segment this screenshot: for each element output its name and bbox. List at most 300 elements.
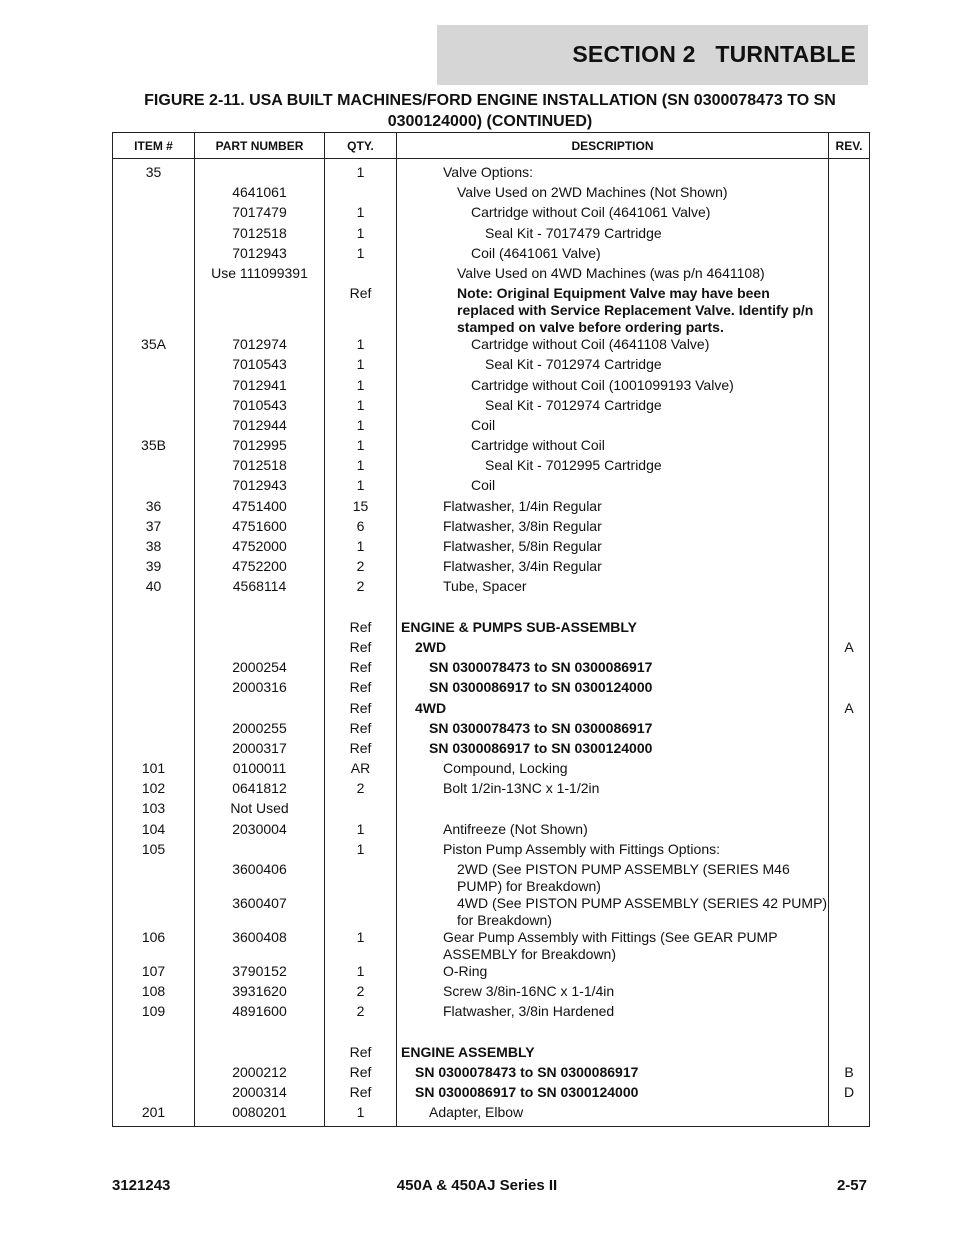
part-number-cell: [195, 599, 325, 619]
quantity-cell: 6: [325, 518, 397, 538]
item-number-cell: 102: [113, 780, 195, 800]
table-row: [113, 983, 870, 1003]
revision-cell: [829, 599, 870, 619]
quantity-cell: Ref: [325, 679, 397, 699]
revision-cell: [829, 538, 870, 558]
revision-cell: [829, 245, 870, 265]
part-number-cell: 4891600: [195, 1003, 325, 1023]
revision-cell: [829, 336, 870, 356]
quantity-cell: 1: [325, 336, 397, 356]
description-text: O-Ring: [443, 963, 488, 979]
revision-cell: [829, 437, 870, 457]
quantity-cell: AR: [325, 760, 397, 780]
quantity-cell: 15: [325, 498, 397, 518]
item-number-cell: 201: [113, 1104, 195, 1127]
quantity-cell: [325, 184, 397, 204]
description-text: Gear Pump Assembly with Fittings (See GEAR PUMP ASSEMBLY for Breakdown): [443, 929, 778, 962]
part-number-cell: [195, 1044, 325, 1064]
item-number-cell: [113, 356, 195, 376]
quantity-cell: 1: [325, 963, 397, 983]
item-number-cell: [113, 679, 195, 699]
part-number-cell: 4751600: [195, 518, 325, 538]
table-row: [113, 518, 870, 538]
part-number-cell: 7012944: [195, 417, 325, 437]
description-cell: [397, 164, 829, 184]
revision-cell: A: [829, 639, 870, 659]
quantity-cell: Ref: [325, 619, 397, 639]
revision-cell: [829, 1003, 870, 1023]
quantity-cell: Ref: [325, 285, 397, 336]
item-number-cell: 103: [113, 800, 195, 820]
revision-cell: [829, 356, 870, 376]
description-cell: [397, 204, 829, 224]
description-text: SN 0300078473 to SN 0300086917: [429, 659, 653, 676]
table-row: [113, 599, 870, 619]
quantity-cell: 1: [325, 457, 397, 477]
part-number-cell: 7012974: [195, 336, 325, 356]
description-cell: [397, 477, 829, 497]
item-number-cell: [113, 1024, 195, 1044]
table-row: [113, 477, 870, 497]
item-number-cell: 107: [113, 963, 195, 983]
description-cell: [397, 336, 829, 356]
revision-cell: [829, 204, 870, 224]
description-text: ENGINE ASSEMBLY: [401, 1043, 535, 1060]
quantity-cell: Ref: [325, 740, 397, 760]
item-number-cell: 35A: [113, 336, 195, 356]
part-number-cell: 2000254: [195, 659, 325, 679]
revision-cell: [829, 679, 870, 699]
quantity-cell: Ref: [325, 700, 397, 720]
quantity-cell: 2: [325, 780, 397, 800]
description-cell: [397, 245, 829, 265]
item-number-cell: [113, 1064, 195, 1084]
quantity-cell: 1: [325, 245, 397, 265]
revision-cell: [829, 578, 870, 598]
description-cell: [397, 599, 829, 619]
description-cell: [397, 679, 829, 699]
table-row: [113, 1024, 870, 1044]
revision-cell: [829, 265, 870, 285]
table-row: [113, 558, 870, 578]
description-text: Cartridge without Coil (4641061 Valve): [471, 204, 711, 221]
part-number-cell: [195, 619, 325, 639]
part-number-cell: 2000316: [195, 679, 325, 699]
part-number-cell: 7010543: [195, 397, 325, 417]
part-number-cell: 4752000: [195, 538, 325, 558]
description-cell: [397, 619, 829, 639]
description-cell: [397, 1084, 829, 1104]
part-number-cell: 4568114: [195, 578, 325, 598]
quantity-cell: 1: [325, 417, 397, 437]
description-cell: [397, 356, 829, 376]
quantity-cell: 1: [325, 1104, 397, 1127]
item-number-cell: 105: [113, 841, 195, 861]
revision-cell: [829, 184, 870, 204]
item-number-cell: [113, 377, 195, 397]
description-text: Flatwasher, 1/4in Regular: [443, 497, 602, 514]
table-row: [113, 245, 870, 265]
description-text: Compound, Locking: [443, 760, 568, 777]
description-cell: [397, 760, 829, 780]
description-text: Seal Kit - 7012974 Cartridge: [485, 356, 662, 373]
part-number-cell: 7012943: [195, 477, 325, 497]
description-text: ENGINE & PUMPS SUB-ASSEMBLY: [401, 618, 637, 635]
item-number-cell: [113, 639, 195, 659]
table-row: [113, 929, 870, 963]
revision-cell: [829, 1104, 870, 1127]
description-cell: [397, 659, 829, 679]
part-number-cell: 0080201: [195, 1104, 325, 1127]
table-row: [113, 164, 870, 184]
revision-cell: [829, 780, 870, 800]
description-text: Flatwasher, 3/4in Regular: [443, 558, 602, 575]
description-cell: [397, 457, 829, 477]
description-cell: [397, 1003, 829, 1023]
revision-cell: A: [829, 700, 870, 720]
description-text: Tube, Spacer: [443, 578, 527, 595]
description-cell: [397, 538, 829, 558]
item-number-cell: [113, 659, 195, 679]
item-number-cell: 36: [113, 498, 195, 518]
revision-cell: [829, 895, 870, 929]
item-number-cell: [113, 1044, 195, 1064]
part-number-cell: [195, 841, 325, 861]
revision-cell: [829, 659, 870, 679]
table-row: [113, 578, 870, 598]
item-number-cell: [113, 740, 195, 760]
part-number-cell: [195, 285, 325, 336]
description-text: Seal Kit - 7012974 Cartridge: [485, 396, 662, 413]
revision-cell: [829, 558, 870, 578]
part-number-cell: 2000212: [195, 1064, 325, 1084]
quantity-cell: 1: [325, 377, 397, 397]
description-cell: [397, 417, 829, 437]
revision-cell: [829, 1044, 870, 1064]
table-row: [113, 963, 870, 983]
quantity-cell: 1: [325, 538, 397, 558]
item-number-cell: 38: [113, 538, 195, 558]
item-number-cell: [113, 204, 195, 224]
quantity-cell: Ref: [325, 720, 397, 740]
part-number-cell: 3600408: [195, 929, 325, 963]
table-row: [113, 538, 870, 558]
quantity-cell: Ref: [325, 1084, 397, 1104]
table-row: [113, 397, 870, 417]
part-number-cell: 3790152: [195, 963, 325, 983]
item-number-cell: [113, 265, 195, 285]
description-text: Valve Used on 4WD Machines (was p/n 4641108): [457, 264, 765, 281]
description-cell: [397, 639, 829, 659]
quantity-cell: [325, 895, 397, 929]
part-number-cell: [195, 1024, 325, 1044]
table-row: [113, 1084, 870, 1104]
table-row: [113, 1044, 870, 1064]
part-number-cell: 0100011: [195, 760, 325, 780]
description-text: Bolt 1/2in-13NC x 1-1/2in: [443, 780, 600, 797]
description-cell: [397, 1104, 829, 1127]
quantity-cell: Ref: [325, 639, 397, 659]
revision-cell: [829, 841, 870, 861]
table-row: [113, 800, 870, 820]
description-text: SN 0300078473 to SN 0300086917: [429, 719, 653, 736]
revision-cell: [829, 760, 870, 780]
description-cell: [397, 700, 829, 720]
description-cell: [397, 184, 829, 204]
column-header-qty: QTY.: [325, 133, 397, 159]
table-row: [113, 760, 870, 780]
table-row: [113, 225, 870, 245]
description-text: Cartridge without Coil: [471, 437, 605, 454]
description-cell: [397, 265, 829, 285]
description-text: Flatwasher, 3/8in Hardened: [443, 1003, 615, 1020]
table-row: [113, 700, 870, 720]
quantity-cell: [325, 599, 397, 619]
table-row: [113, 841, 870, 861]
quantity-cell: Ref: [325, 1064, 397, 1084]
quantity-cell: 1: [325, 841, 397, 861]
revision-cell: [829, 821, 870, 841]
description-text: Cartridge without Coil (1001099193 Valve): [471, 376, 734, 393]
table-row: [113, 895, 870, 929]
description-cell: [397, 740, 829, 760]
revision-cell: [829, 285, 870, 336]
figure-title: [90, 90, 890, 132]
item-number-cell: [113, 895, 195, 929]
part-number-cell: 2030004: [195, 821, 325, 841]
part-number-cell: 4751400: [195, 498, 325, 518]
table-row: [113, 1003, 870, 1023]
revision-cell: [829, 397, 870, 417]
description-text: Piston Pump Assembly with Fittings Options:: [443, 840, 720, 857]
quantity-cell: 1: [325, 225, 397, 245]
description-cell: [397, 780, 829, 800]
table-row: [113, 184, 870, 204]
table-row: [113, 336, 870, 356]
revision-cell: [829, 498, 870, 518]
section-header-band: [437, 25, 868, 85]
description-text: SN 0300086917 to SN 0300124000: [429, 739, 653, 756]
description-text: 4WD: [415, 699, 447, 716]
description-text: Coil (4641061 Valve): [471, 244, 601, 261]
quantity-cell: Ref: [325, 1044, 397, 1064]
table-row: [113, 417, 870, 437]
table-row: [113, 1104, 870, 1127]
description-text: Antifreeze (Not Shown): [443, 820, 588, 837]
item-number-cell: [113, 457, 195, 477]
description-cell: [397, 285, 829, 336]
figure-title-line-1: FIGURE 2-11. USA BUILT MACHINES/FORD ENGINE INSTALLATION (SN 0300078473 TO SN: [144, 92, 836, 109]
description-text: Coil: [471, 477, 496, 494]
description-cell: [397, 861, 829, 895]
description-cell: [397, 720, 829, 740]
description-cell: [397, 821, 829, 841]
table-row: [113, 377, 870, 397]
table-row: [113, 356, 870, 376]
description-text: Flatwasher, 5/8in Regular: [443, 538, 602, 554]
item-number-cell: [113, 700, 195, 720]
description-text: SN 0300078473 to SN 0300086917: [415, 1063, 639, 1080]
quantity-cell: 1: [325, 356, 397, 376]
description-text: Screw 3/8in-16NC x 1-1/4in: [443, 983, 615, 1000]
item-number-cell: 40: [113, 578, 195, 598]
part-number-cell: 3931620: [195, 983, 325, 1003]
item-number-cell: [113, 1084, 195, 1104]
quantity-cell: 1: [325, 821, 397, 841]
table-row: [113, 498, 870, 518]
quantity-cell: [325, 1024, 397, 1044]
description-text: Seal Kit - 7012995 Cartridge: [485, 457, 662, 474]
description-cell: [397, 929, 829, 963]
revision-cell: [829, 800, 870, 820]
part-number-cell: [195, 164, 325, 184]
description-text: Note: Original Equipment Valve may have been replaced with Service Replacement Valve. Identify p/n stamped on valve before ordering parts.: [457, 285, 814, 336]
part-number-cell: [195, 700, 325, 720]
description-cell: [397, 800, 829, 820]
page-number: 2-57: [836, 1177, 867, 1194]
item-number-cell: [113, 225, 195, 245]
item-number-cell: 35: [113, 164, 195, 184]
table-header-row: [113, 133, 870, 159]
quantity-cell: 2: [325, 983, 397, 1003]
table-row: [113, 659, 870, 679]
revision-cell: [829, 164, 870, 184]
description-cell: [397, 895, 829, 929]
revision-cell: D: [829, 1084, 870, 1104]
item-number-cell: [113, 619, 195, 639]
revision-cell: [829, 477, 870, 497]
description-cell: [397, 498, 829, 518]
description-cell: [397, 963, 829, 983]
quantity-cell: 1: [325, 477, 397, 497]
table-row: [113, 861, 870, 895]
part-number-cell: 2000317: [195, 740, 325, 760]
revision-cell: [829, 720, 870, 740]
quantity-cell: 2: [325, 1003, 397, 1023]
document-number: 3121243: [112, 1177, 171, 1194]
parts-table-body: [113, 159, 870, 1127]
part-number-cell: 3600407: [195, 895, 325, 929]
description-text: Valve Used on 2WD Machines (Not Shown): [457, 184, 728, 201]
quantity-cell: [325, 861, 397, 895]
revision-cell: [829, 983, 870, 1003]
description-text: Valve Options:: [443, 164, 534, 180]
part-number-cell: Use 111099391: [195, 265, 325, 285]
revision-cell: [829, 1024, 870, 1044]
part-number-cell: 7012518: [195, 225, 325, 245]
description-cell: [397, 1064, 829, 1084]
description-text: 4WD (See PISTON PUMP ASSEMBLY (SERIES 42 PUMP) for Breakdown): [457, 895, 828, 928]
description-text: Coil: [471, 416, 496, 433]
description-cell: [397, 397, 829, 417]
description-cell: [397, 983, 829, 1003]
table-row: [113, 679, 870, 699]
parts-table: [112, 132, 870, 1127]
item-number-cell: 109: [113, 1003, 195, 1023]
table-row: [113, 619, 870, 639]
part-number-cell: 0641812: [195, 780, 325, 800]
part-number-cell: 2000255: [195, 720, 325, 740]
item-number-cell: 37: [113, 518, 195, 538]
revision-cell: [829, 619, 870, 639]
revision-cell: [829, 457, 870, 477]
item-number-cell: 101: [113, 760, 195, 780]
revision-cell: [829, 963, 870, 983]
column-header-part-number: PART NUMBER: [195, 133, 325, 159]
quantity-cell: 1: [325, 397, 397, 417]
item-number-cell: [113, 245, 195, 265]
part-number-cell: 4641061: [195, 184, 325, 204]
item-number-cell: [113, 477, 195, 497]
item-number-cell: 39: [113, 558, 195, 578]
revision-cell: [829, 861, 870, 895]
quantity-cell: [325, 265, 397, 285]
part-number-cell: Not Used: [195, 800, 325, 820]
table-row: [113, 285, 870, 336]
part-number-cell: 7012518: [195, 457, 325, 477]
column-header-item: ITEM #: [113, 133, 195, 159]
model-name: 450A & 450AJ Series II: [396, 1177, 558, 1194]
table-row: [113, 639, 870, 659]
part-number-cell: 7012995: [195, 437, 325, 457]
item-number-cell: [113, 720, 195, 740]
description-text: SN 0300086917 to SN 0300124000: [429, 679, 653, 696]
description-text: 2WD (See PISTON PUMP ASSEMBLY (SERIES M46 PUMP) for Breakdown): [457, 861, 790, 894]
item-number-cell: [113, 285, 195, 336]
part-number-cell: 7012943: [195, 245, 325, 265]
description-cell: [397, 225, 829, 245]
quantity-cell: Ref: [325, 659, 397, 679]
description-cell: [397, 558, 829, 578]
table-row: [113, 780, 870, 800]
description-text: Adapter, Elbow: [429, 1104, 524, 1121]
table-row: [113, 1064, 870, 1084]
revision-cell: [829, 518, 870, 538]
description-cell: [397, 437, 829, 457]
description-text: 2WD: [415, 638, 447, 655]
table-row: [113, 265, 870, 285]
table-row: [113, 437, 870, 457]
quantity-cell: 2: [325, 558, 397, 578]
figure-title-line-2: 0300124000) (CONTINUED): [387, 113, 593, 130]
column-header-rev: REV.: [829, 133, 870, 159]
item-number-cell: 104: [113, 821, 195, 841]
revision-cell: [829, 225, 870, 245]
quantity-cell: 1: [325, 204, 397, 224]
quantity-cell: [325, 800, 397, 820]
revision-cell: [829, 377, 870, 397]
quantity-cell: 2: [325, 578, 397, 598]
description-cell: [397, 1024, 829, 1044]
description-text: Cartridge without Coil (4641108 Valve): [471, 336, 710, 353]
item-number-cell: [113, 184, 195, 204]
item-number-cell: [113, 861, 195, 895]
item-number-cell: 108: [113, 983, 195, 1003]
part-number-cell: 2000314: [195, 1084, 325, 1104]
quantity-cell: 1: [325, 437, 397, 457]
part-number-cell: 7012941: [195, 377, 325, 397]
part-number-cell: [195, 639, 325, 659]
description-text: SN 0300086917 to SN 0300124000: [415, 1084, 639, 1101]
description-text: Flatwasher, 3/8in Regular: [443, 517, 602, 534]
item-number-cell: [113, 397, 195, 417]
table-row: [113, 720, 870, 740]
quantity-cell: 1: [325, 929, 397, 963]
quantity-cell: 1: [325, 164, 397, 184]
description-cell: [397, 841, 829, 861]
description-cell: [397, 578, 829, 598]
table-row: [113, 457, 870, 477]
